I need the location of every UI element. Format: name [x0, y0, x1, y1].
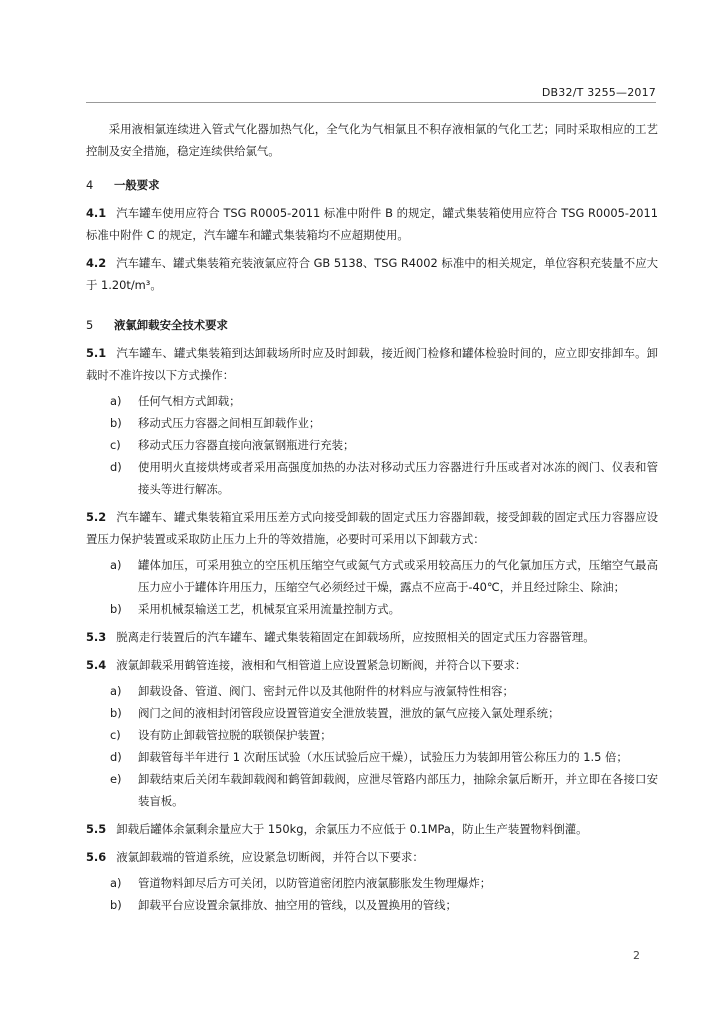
clause-text: 汽车罐车使用应符合 TSG R0005-2011 标准中附件 B 的规定，罐式集装箱使用应符合 TSG R0005-2011 标准中附件 C 的规定，汽车罐车和罐式集装箱均不应超期使用。 [86, 206, 658, 242]
list-text: 卸载结束后关闭车载卸载阀和鹤管卸载阀，应泄尽管路内部压力，抽除余氯后断开，并立即在各接口安装盲板。 [138, 772, 658, 808]
list-marker: e) [110, 772, 122, 786]
list-item [86, 746, 658, 768]
clause-4-1 [86, 202, 658, 246]
list-marker: b) [110, 602, 122, 616]
clause-5-6 [86, 846, 658, 868]
list-item [86, 434, 658, 456]
standard-code: DB32/T 3255—2017 [541, 86, 656, 99]
section-title: 液氯卸载安全技术要求 [114, 318, 228, 332]
list-marker: d) [110, 750, 122, 764]
list-marker: a) [110, 876, 122, 890]
section-5-heading [86, 314, 658, 336]
clause-text: 汽车罐车、罐式集装箱到达卸载场所时应及时卸载，接近阀门检修和罐体检验时间的，应立即安排卸车。卸载时不准许按以下方式操作： [86, 346, 658, 382]
list-marker: b) [110, 898, 122, 912]
list-item [86, 872, 658, 894]
list-text: 阀门之间的液相封闭管段应设置管道安全泄放装置，泄放的氯气应接入氯处理系统； [138, 706, 560, 720]
clause-number: 4.2 [86, 256, 107, 270]
section-title: 一般要求 [114, 178, 160, 192]
list-marker: d) [110, 460, 122, 474]
list-item [86, 702, 658, 724]
clause-number: 5.3 [86, 630, 107, 644]
list-text: 使用明火直接烘烤或者采用高强度加热的办法对移动式压力容器进行升压或者对冰冻的阀门、仪表和管接头等进行解冻。 [138, 460, 658, 496]
clause-5-4 [86, 654, 658, 676]
list-text: 卸载管每半年进行 1 次耐压试验（水压试验后应干燥），试验压力为装卸用管公称压力的 1.5 倍； [138, 750, 628, 764]
header-divider [86, 102, 656, 103]
section-4-heading [86, 174, 658, 196]
clause-5-6-list [86, 872, 658, 916]
list-text: 任何气相方式卸载； [138, 394, 241, 408]
list-marker: b) [110, 416, 122, 430]
clause-text: 液氯卸载采用鹤管连接，液相和气相管道上应设置紧急切断阀，并符合以下要求： [116, 658, 527, 672]
list-marker: a) [110, 684, 122, 698]
clause-number: 5.1 [86, 346, 107, 360]
list-marker: b) [110, 706, 122, 720]
clause-number: 5.4 [86, 658, 107, 672]
clause-number: 5.6 [86, 850, 107, 864]
list-item [86, 724, 658, 746]
clause-5-2-list [86, 554, 658, 620]
intro-paragraph: 采用液相氯连续进入管式气化器加热气化，全气化为气相氯且不积存液相氯的气化工艺；同时采取相应的工艺控制及安全措施，稳定连续供给氯气。 [86, 122, 658, 158]
section-number: 4 [86, 178, 94, 192]
clause-5-3 [86, 626, 658, 648]
list-text: 移动式压力容器之间相互卸载作业； [138, 416, 321, 430]
clause-5-2 [86, 506, 658, 550]
list-item [86, 456, 658, 500]
page-number: 2 [633, 949, 640, 962]
clause-text: 汽车罐车、罐式集装箱充装液氯应符合 GB 5138、TSG R4002 标准中的相关规定，单位容积充装量不应大于 1.20t/m³。 [86, 256, 658, 292]
clause-text: 卸载后罐体余氯剩余量应大于 150kg，余氯压力不应低于 0.1MPa，防止生产装置物料倒灌。 [116, 822, 588, 836]
clause-4-2 [86, 252, 658, 296]
list-marker: a) [110, 558, 122, 572]
clause-5-5 [86, 818, 658, 840]
clause-5-1-list [86, 390, 658, 500]
list-marker: a) [110, 394, 122, 408]
section-number: 5 [86, 318, 94, 332]
list-item [86, 412, 658, 434]
list-item [86, 598, 658, 620]
clause-text: 脱离走行装置后的汽车罐车、罐式集装箱固定在卸载场所，应按照相关的固定式压力容器管理。 [116, 630, 595, 644]
document-body [86, 118, 658, 918]
list-text: 罐体加压，可采用独立的空压机压缩空气或氮气方式或采用较高压力的气化氯加压方式，压缩空气最高压力应小于罐体许用压力，压缩空气必须经过干燥，露点不应高于-40℃，并且经过除尘、除油； [138, 558, 658, 594]
clause-text: 汽车罐车、罐式集装箱宜采用压差方式向接受卸载的固定式压力容器卸载，接受卸载的固定式压力容器应设置压力保护装置或采取防止压力上升的等效措施，必要时可采用以下卸载方式： [86, 510, 658, 546]
list-text: 采用机械泵输送工艺，机械泵宜采用流量控制方式。 [138, 602, 400, 616]
clause-number: 5.5 [86, 822, 107, 836]
clause-text: 液氯卸载端的管道系统，应设紧急切断阀，并符合以下要求： [116, 850, 424, 864]
clause-5-4-list [86, 680, 658, 812]
list-text: 管道物料卸尽后方可关闭，以防管道密闭腔内液氯膨胀发生物理爆炸； [138, 876, 492, 890]
list-text: 卸载平台应设置余氯排放、抽空用的管线，以及置换用的管线； [138, 898, 457, 912]
list-item [86, 894, 658, 916]
list-marker: c) [110, 728, 121, 742]
clause-5-1 [86, 342, 658, 386]
list-text: 设有防止卸载管拉脱的联锁保护装置； [138, 728, 332, 742]
list-item [86, 554, 658, 598]
list-item [86, 680, 658, 702]
list-text: 卸载设备、管道、阀门、密封元件以及其他附件的材料应与液氯特性相容； [138, 684, 514, 698]
list-item [86, 768, 658, 812]
list-marker: c) [110, 438, 121, 452]
clause-number: 5.2 [86, 510, 107, 524]
list-text: 移动式压力容器直接向液氯钢瓶进行充装； [138, 438, 355, 452]
clause-number: 4.1 [86, 206, 107, 220]
list-item [86, 390, 658, 412]
